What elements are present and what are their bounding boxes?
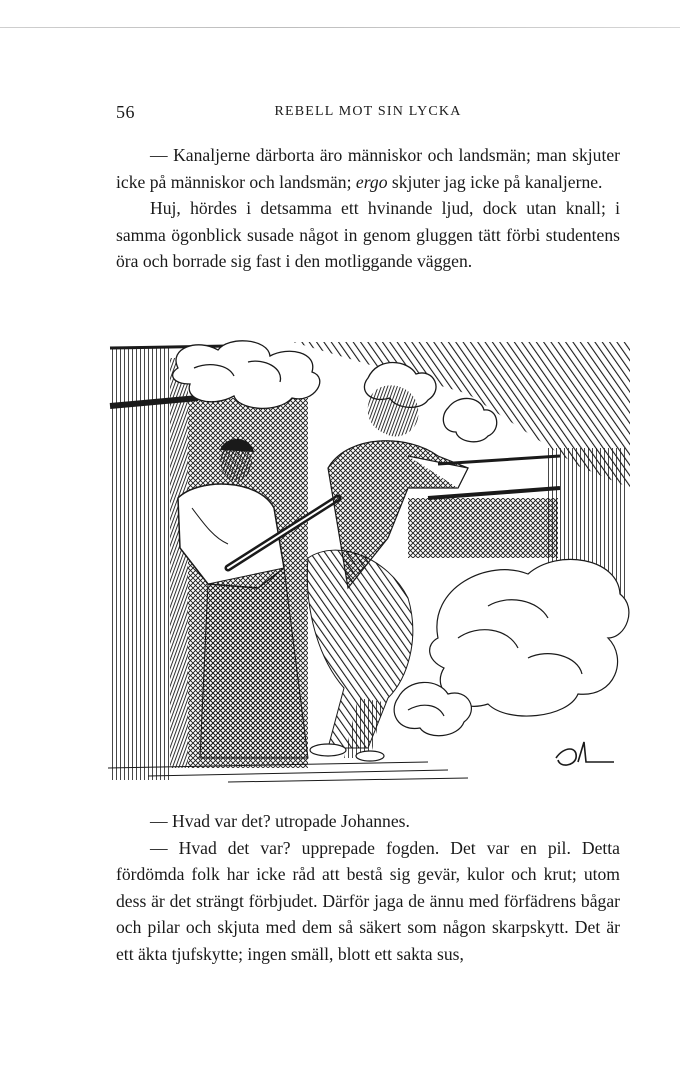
left-wall — [110, 348, 170, 780]
paragraph: — Hvad var det? utropade Johannes. — [150, 811, 410, 831]
text-block-bottom — [116, 808, 620, 967]
door-frame — [170, 358, 188, 768]
text-block-top — [116, 142, 620, 275]
paragraph: Huj, hördes i detsamma ett hvinande ljud, dock utan knall; i samma ögonblick susade något in genom gluggen tätt förbi studentens öra och borrade sig fast i den motliggande väggen. — [116, 198, 620, 271]
smoke-bottom-right — [394, 559, 629, 735]
illustration — [108, 338, 630, 784]
running-head: REBELL MOT SIN LYCKA — [274, 104, 462, 119]
artist-monogram — [556, 742, 614, 765]
page-header — [116, 102, 620, 124]
scan-edge-line — [0, 27, 680, 28]
paragraph: — Hvad det var? upprepade fogden. Det var en pil. Detta fördömda folk har icke råd att bestå sig gevär, kulor och krut; utom dess är det strängt förbjudet. Därför jaga de ännu med förfädrens bågar och pilar och skjuta med dem så säkert som någon skarpskytt. Det är ett äkta tjufskytte; ingen smäll, blott ett sakta sus, — [116, 837, 620, 964]
paragraph: — Kanaljerne därborta äro människor och landsmän; man skjuter icke på människor och landsmän; ergo skjuter jag icke på kanaljerne. — [116, 145, 620, 192]
page-number: 56 — [116, 102, 135, 122]
italic-word: ergo — [355, 171, 388, 192]
